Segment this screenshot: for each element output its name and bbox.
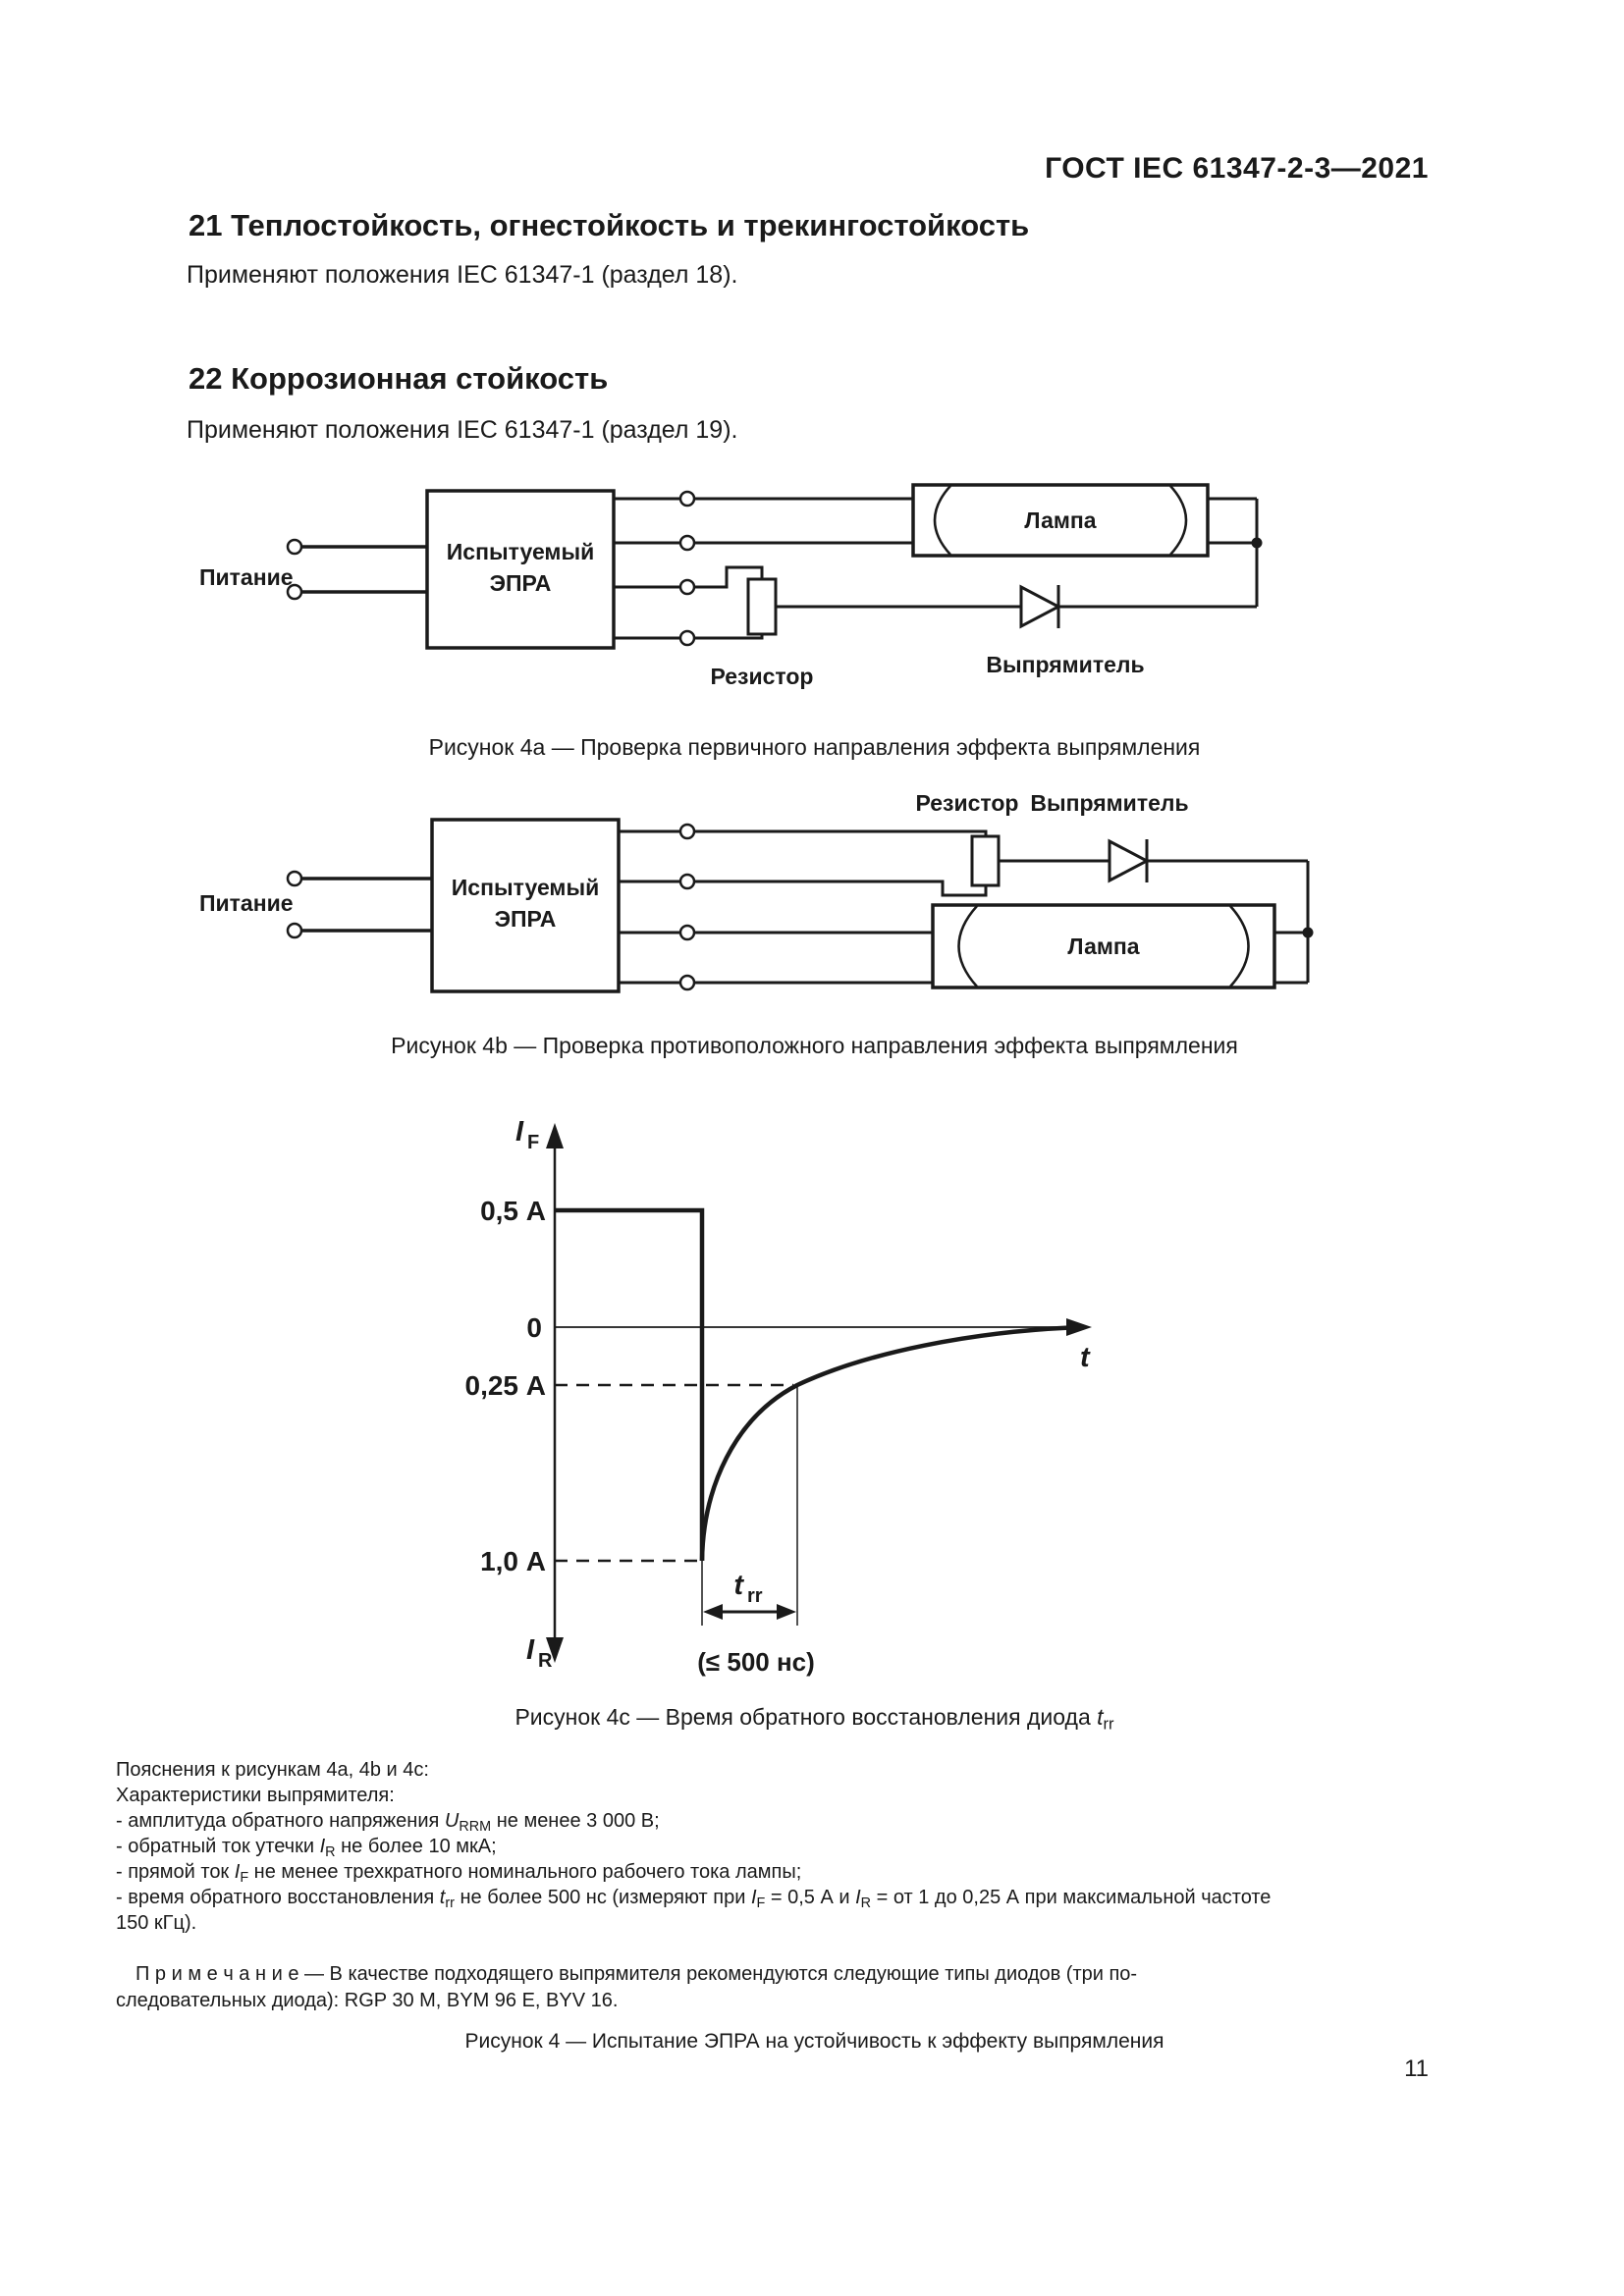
fig4a-diode-triangle <box>1021 587 1058 626</box>
fig4b-wires <box>288 820 1314 991</box>
explanations-item-3 <box>116 1859 1520 1885</box>
fig4b-terminal-1 <box>680 825 694 838</box>
fig4a-supply-label: Питание <box>199 564 294 590</box>
fig4b-supply-label: Питание <box>199 890 294 916</box>
item3-sub: F <box>240 1870 249 1887</box>
fig4c-recovery-curve <box>702 1328 1070 1562</box>
fig4b-resistor-top-wire <box>694 831 986 836</box>
fig4b-ballast-label-2: ЭПРА <box>494 906 557 932</box>
figure-4c-caption-text: Рисунок 4c — Время обратного восстановления диода <box>514 1704 1098 1730</box>
item4-p1: - время обратного восстановления <box>116 1887 440 1908</box>
item1-symbol: U <box>444 1810 460 1832</box>
explanations-item-2 <box>116 1834 1520 1859</box>
explanations-block <box>116 1757 1520 1936</box>
figure-4c-caption-symbol: t <box>1097 1704 1104 1730</box>
section-21-heading: 21 Теплостойкость, огнестойкость и трекингостойкость <box>189 208 1030 242</box>
figure-4c-caption-sub: rr <box>1103 1714 1114 1734</box>
explanations-line-2: Характеристики выпрямителя: <box>116 1785 395 1806</box>
item4-s3: I <box>855 1887 861 1908</box>
note-line-2: следовательных диода): RGP 30 M, BYM 96 E, BYV 16. <box>116 1990 619 2011</box>
fig4a-terminal-2 <box>680 536 694 550</box>
item4-b3: R <box>860 1896 872 1912</box>
section-21-body: Применяют положения IEC 61347-1 (раздел 18). <box>187 261 738 289</box>
item4-p4: = от 1 до 0,25 А при максимальной частоте <box>871 1887 1272 1908</box>
fig4c-ir-symbol: I <box>525 1634 534 1666</box>
item1-sub: RRM <box>459 1819 492 1836</box>
fig4a-supply-terminal-1 <box>288 540 301 554</box>
fig4c-label-10: 1,0 А <box>480 1546 546 1576</box>
fig4c-trr-arrow-left <box>703 1604 723 1620</box>
section-22-heading: 22 Коррозионная стойкость <box>189 361 609 396</box>
item2-text: - обратный ток утечки <box>116 1836 320 1857</box>
fig4c-if-sub: F <box>527 1132 540 1153</box>
fig4c-t-label: t <box>1080 1342 1090 1373</box>
fig4a-terminal-4 <box>680 631 694 645</box>
item1-text: - амплитуда обратного напряжения <box>116 1810 445 1832</box>
item4-s2: I <box>750 1887 757 1908</box>
explanations-item-4-wrap: 150 кГц). <box>116 1912 197 1934</box>
fig4a-junction-dot <box>1252 538 1263 549</box>
item2-post: не более 10 мкА; <box>335 1836 497 1857</box>
explanations-line-1: Пояснения к рисункам 4a, 4b и 4c: <box>116 1759 429 1781</box>
fig4a-lamp-label: Лампа <box>1024 507 1097 533</box>
item4-p2: не более 500 нс (измеряют при <box>454 1887 751 1908</box>
note-line-1: П р и м е ч а н и е — В качестве подходящего выпрямителя рекомендуются следующие типы диодов (три по- <box>135 1963 1138 1985</box>
fig4b-resistor-symbol <box>972 836 999 885</box>
fig4b-rectifier-label: Выпрямитель <box>1030 790 1189 816</box>
fig4b-terminal-4 <box>680 976 694 989</box>
fig4a-resistor-symbol <box>748 579 776 634</box>
explanations-item-1 <box>116 1808 1520 1834</box>
fig4c-label-0: 0 <box>526 1312 542 1343</box>
fig4b-lamp-label: Лампа <box>1067 934 1140 959</box>
fig4a-lamp-wires <box>694 499 913 543</box>
fig4b-output-stubs <box>619 831 680 983</box>
fig4b-supply-wires <box>301 879 432 931</box>
fig4c-trr-sub: rr <box>747 1585 763 1607</box>
explanations-item-4 <box>116 1885 1520 1910</box>
fig4b-supply-terminal-2 <box>288 924 301 937</box>
fig4b-resistor-bottom-wire <box>694 881 986 895</box>
fig4b-junction-dot <box>1303 928 1314 938</box>
fig4c-label-025: 0,25 А <box>464 1370 546 1401</box>
fig4b-resistor-label: Резистор <box>915 790 1019 816</box>
item4-b2: F <box>756 1896 766 1912</box>
fig4a-wires <box>288 485 1263 648</box>
item2-sub: R <box>325 1844 336 1861</box>
figure-4-caption: Рисунок 4 — Испытание ЭПРА на устойчивость к эффекту выпрямления <box>464 2030 1164 2053</box>
fig4a-ballast-label-1: Испытуемый <box>446 539 595 564</box>
figure-4a-diagram <box>0 471 1624 699</box>
fig4c-y-axis-arrow-up <box>546 1123 564 1148</box>
page-header: ГОСТ IEC 61347-2-3—2021 <box>1045 152 1429 185</box>
figure-4b-diagram <box>0 780 1624 1018</box>
figure-4c-graph <box>0 1109 1624 1683</box>
fig4b-diode-triangle <box>1110 841 1147 881</box>
fig4c-ir-sub: R <box>538 1650 553 1672</box>
fig4a-right-wires <box>1208 499 1257 607</box>
item3-text: - прямой ток <box>116 1861 235 1883</box>
item4-s1: t <box>439 1887 446 1908</box>
fig4c-label-05: 0,5 А <box>480 1196 546 1226</box>
item3-symbol: I <box>234 1861 241 1883</box>
fig4b-supply-terminal-1 <box>288 872 301 885</box>
figure-4a-caption: Рисунок 4а — Проверка первичного направления эффекта выпрямления <box>428 734 1201 760</box>
item4-b1: rr <box>445 1896 455 1912</box>
page-number: 11 <box>1404 2056 1429 2082</box>
fig4b-terminal-3 <box>680 926 694 939</box>
fig4c-trr-symbol: t <box>733 1570 743 1601</box>
fig4a-ballast-box <box>427 491 614 648</box>
fig4b-terminal-2 <box>680 875 694 888</box>
figure-4b-caption: Рисунок 4b — Проверка противоположного направления эффекта выпрямления <box>391 1033 1238 1058</box>
section-22-body: Применяют положения IEC 61347-1 (раздел 19). <box>187 416 738 444</box>
fig4a-terminal-3 <box>680 580 694 594</box>
fig4c-limit-label: (≤ 500 нс) <box>697 1647 815 1677</box>
fig4a-ballast-label-2: ЭПРА <box>489 570 552 596</box>
item4-p3: = 0,5 А и <box>765 1887 856 1908</box>
fig4b-right-wires <box>1274 861 1308 983</box>
fig4b-lamp-wires <box>694 933 933 983</box>
fig4a-resistor-label: Резистор <box>710 664 814 689</box>
fig4c-trr-arrow-right <box>777 1604 796 1620</box>
fig4a-supply-wires <box>301 547 427 592</box>
fig4a-rectifier-label: Выпрямитель <box>986 652 1145 677</box>
fig4a-terminal-1 <box>680 492 694 506</box>
figure-4c-caption <box>116 1704 1513 1734</box>
fig4c-if-symbol: I <box>514 1116 523 1148</box>
fig4a-output-stubs <box>614 499 680 638</box>
item2-symbol: I <box>319 1836 326 1857</box>
item3-post: не менее трехкратного номинального рабочего тока лампы; <box>248 1861 802 1883</box>
fig4b-ballast-label-1: Испытуемый <box>451 875 600 900</box>
fig4c-axes <box>546 1123 1092 1663</box>
item1-post: не менее 3 000 В; <box>491 1810 660 1832</box>
